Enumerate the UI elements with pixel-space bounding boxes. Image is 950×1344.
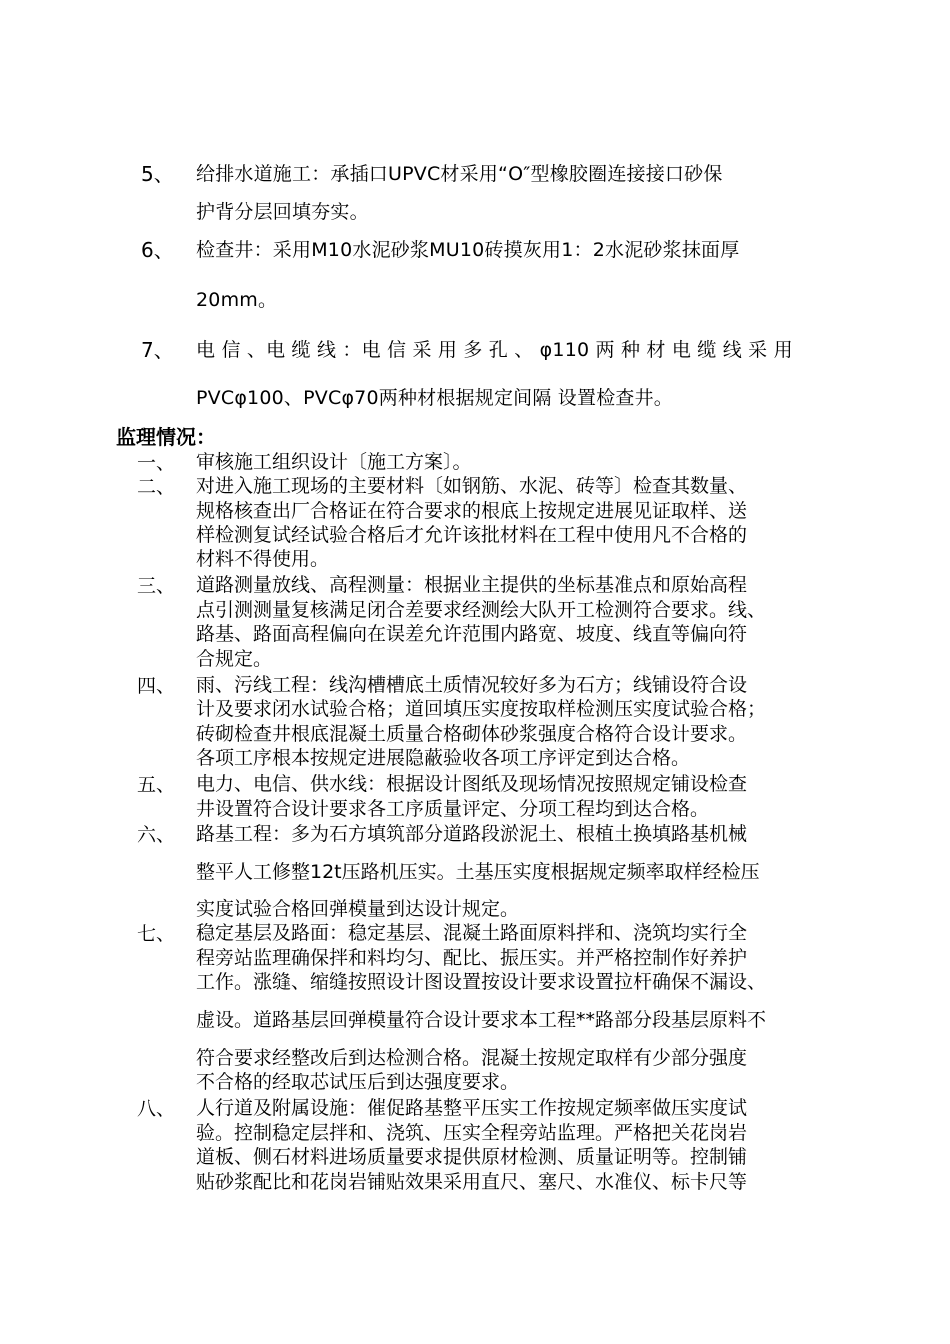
section-number: 六、 — [137, 824, 176, 846]
section-line: 各项工序根本按规定进展隐蔽验收各项工序评定到达合格。 — [196, 747, 691, 769]
section-line: 样检测复试经试验合格后才允许该批材料在工程中使用凡不合格的 — [196, 524, 748, 546]
item-text-line: 电 信 、电 缆 线 ：电 信 采 用 多 孔 、 φ110 两 种 材 电 缆 线 采 用 — [196, 339, 793, 361]
item-number: 5、 — [141, 162, 174, 186]
section-line: 符合要求经整改后到达检测合格。混凝土按规定取样有少部分强度 — [196, 1047, 748, 1069]
section-line: 砖砌检查井根底混凝土质量合格砌体砂浆强度合格符合设计要求。 — [196, 723, 748, 745]
section-line: 审核施工组织设计〔施工方案〕。 — [196, 451, 472, 473]
section-number: 七、 — [137, 923, 176, 945]
item-text-line: 护背分层回填夯实。 — [196, 201, 369, 223]
section-line: 稳定基层及路面：稳定基层、混凝土路面原料拌和、浇筑均实行全 — [196, 922, 748, 944]
section-number: 一、 — [137, 452, 176, 474]
section-number: 四、 — [137, 675, 176, 697]
section-line: 实度试验合格回弹模量到达设计规定。 — [196, 898, 520, 920]
section-number: 五、 — [137, 774, 176, 796]
section-line: 人行道及附属设施：催促路基整平压实工作按规定频率做压实度试 — [196, 1097, 748, 1119]
section-line: 电力、电信、供水线：根据设计图纸及现场情况按照规定铺设检查 — [196, 773, 748, 795]
section-line: 贴砂浆配比和花岗岩铺贴效果采用直尺、塞尺、水准仪、标卡尺等 — [196, 1171, 748, 1193]
section-number: 三、 — [137, 575, 176, 597]
section-line: 不合格的经取芯试压后到达强度要求。 — [196, 1071, 520, 1093]
section-line: 点引测测量复核满足闭合差要求经测绘大队开工检测符合要求。线、 — [196, 599, 767, 621]
section-line: 道路测量放线、高程测量：根据业主提供的坐标基准点和原始高程 — [196, 574, 748, 596]
section-line: 计及要求闭水试验合格；道回填压实度按取样检测压实度试验合格； — [196, 698, 767, 720]
section-line: 程旁站监理确保拌和料均匀、配比、振压实。并严格控制作好养护 — [196, 947, 748, 969]
section-line: 雨、污线工程：线沟槽槽底土质情况较好多为石方；线铺设符合设 — [196, 674, 748, 696]
item-text-line: 20mm。 — [196, 289, 278, 311]
section-line: 工作。涨缝、缩缝按照设计图设置按设计要求设置拉杆确保不漏设、 — [196, 971, 767, 993]
section-line: 虚设。道路基层回弹模量符合设计要求本工程**路部分段基层原料不 — [196, 1009, 767, 1031]
section-number: 二、 — [137, 476, 176, 498]
section-line: 材料不得使用。 — [196, 548, 330, 570]
section-line: 井设置符合设计要求各工序质量评定、分项工程均到达合格。 — [196, 798, 710, 820]
section-line: 合规定。 — [196, 648, 273, 670]
item-number: 6、 — [141, 238, 174, 262]
item-text-line: 检查井：采用M10水泥砂浆MU10砖摸灰用1：2水泥砂浆抹面厚 — [196, 239, 740, 261]
section-line: 验。控制稳定层拌和、浇筑、压实全程旁站监理。严格把关花岗岩 — [196, 1122, 748, 1144]
section-line: 对进入施工现场的主要材料〔如钢筋、水泥、砖等〕检查其数量、 — [196, 475, 748, 497]
item-number: 7、 — [141, 338, 174, 362]
section-line: 整平人工修整12t压路机压实。土基压实度根据规定频率取样经检压 — [196, 861, 760, 883]
section-line: 规格核查出厂合格证在符合要求的根底上按规定进展见证取样、送 — [196, 500, 748, 522]
section-line: 路基工程：多为石方填筑部分道路段淤泥土、根植土换填路基机械 — [196, 823, 748, 845]
item-text-line: PVCφ100、PVCφ70两种材根据规定间隔 设置检查井。 — [196, 387, 673, 409]
section-heading: 监理情况： — [116, 425, 216, 449]
section-line: 路基、路面高程偏向在误差允许范围内路宽、坡度、线直等偏向符 — [196, 623, 748, 645]
item-text-line: 给排水道施工：承插口UPVC材采用“O″型橡胶圈连接接口砂保 — [196, 163, 723, 185]
section-line: 道板、侧石材料进场质量要求提供原材检测、质量证明等。控制铺 — [196, 1146, 748, 1168]
section-number: 八、 — [137, 1098, 176, 1120]
